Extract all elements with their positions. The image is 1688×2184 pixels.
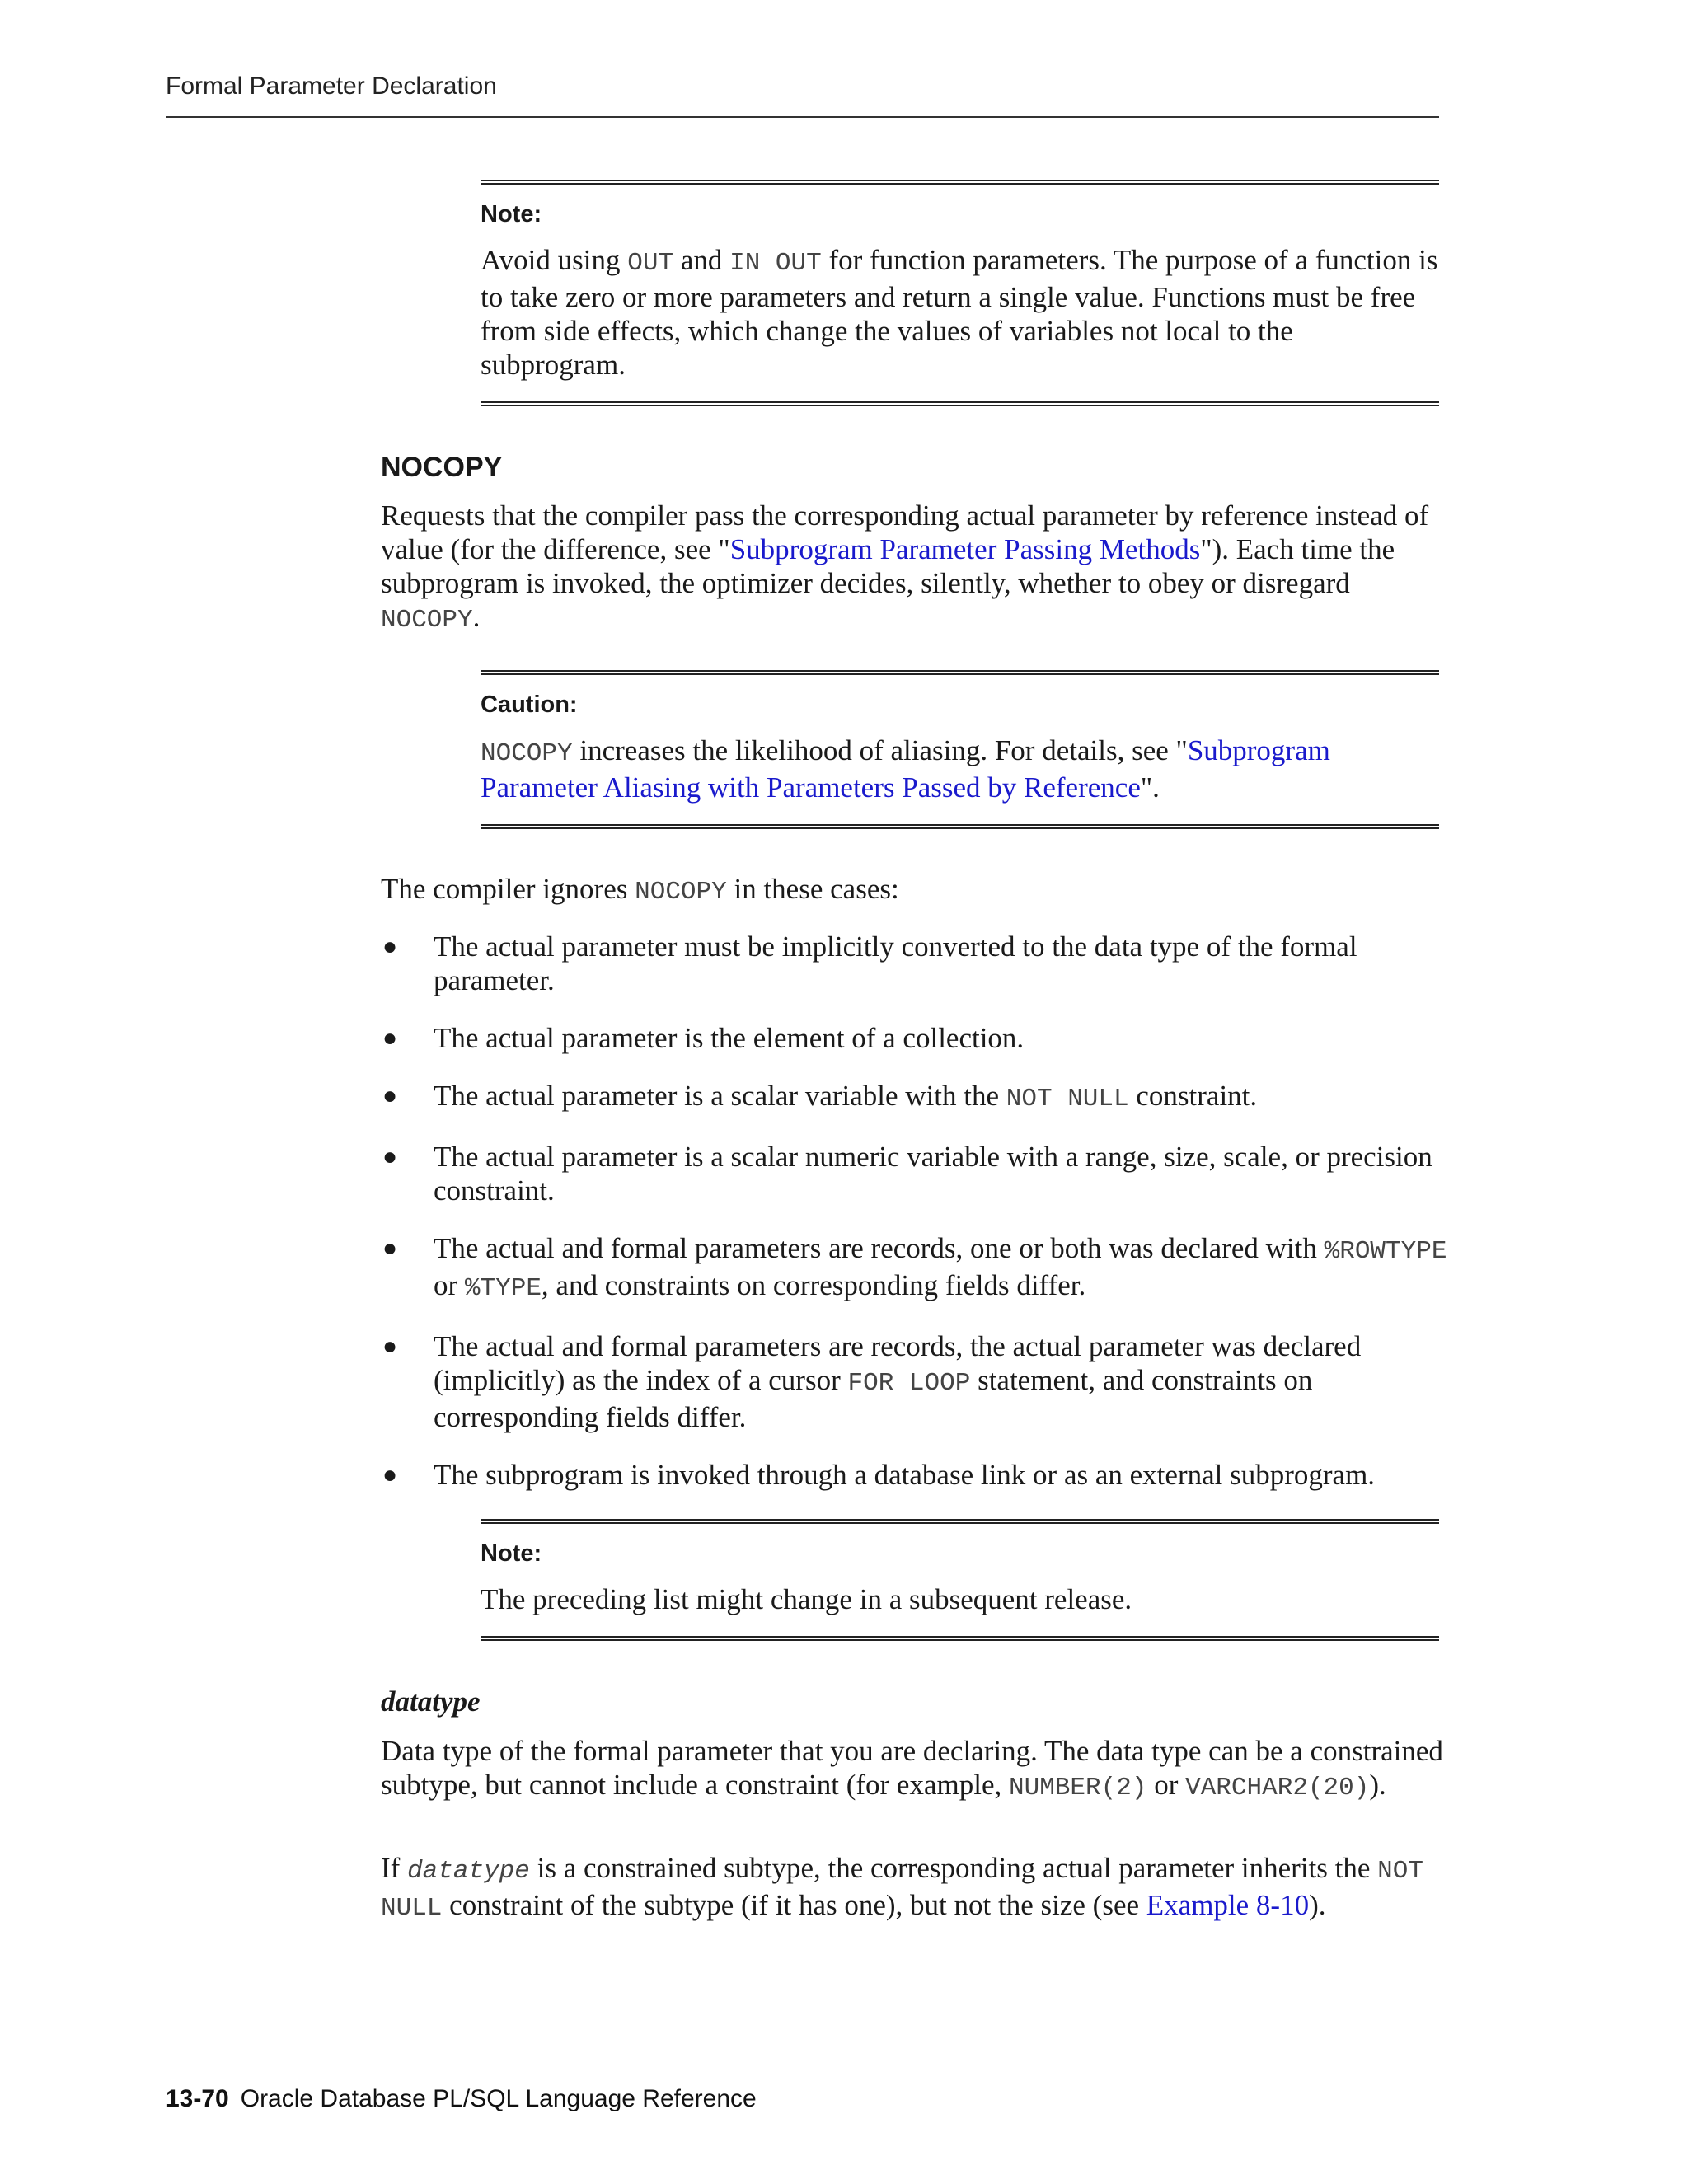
datatype-description (381, 1734, 1444, 1805)
text-run: for function parameters. The purpose of a function is to take zero or more parameters and return a single value. Functions must be free from side effects, which change the values of variables not local to the subprogram. (481, 244, 1438, 381)
caution-box (481, 670, 1439, 829)
text-run: increases the likelihood of aliasing. For details, see " (572, 734, 1188, 766)
text-run: is a constrained subtype, the corresponding actual parameter inherits the (529, 1852, 1378, 1884)
code-varchar2: VARCHAR2(20) (1185, 1774, 1370, 1802)
text-run: in these cases: (726, 873, 899, 905)
bullet-icon: ● (382, 1235, 398, 1262)
text-run: If (381, 1852, 408, 1884)
link-parameter-passing-methods[interactable]: Subprogram Parameter Passing Methods (729, 533, 1201, 565)
text-run: The actual parameter is a scalar numeric variable with a range, size, scale, or precision constraint. (434, 1141, 1432, 1207)
page-footer (166, 2085, 757, 2113)
text-run: Data type of the formal parameter that you are declaring. The data type can be a constrained subtype, but cannot include a constraint (for example, (381, 1735, 1443, 1801)
text-run: "). Each time the subprogram is invoked, the optimizer decides, silently, whether to obey or disregard (381, 533, 1395, 599)
text-run: The subprogram is invoked through a database link or as an external subprogram. (434, 1459, 1376, 1491)
code-rowtype: %ROWTYPE (1324, 1237, 1447, 1266)
caution-label: Caution: (481, 691, 578, 718)
bullet-icon: ● (382, 1461, 398, 1488)
code-number: NUMBER(2) (1009, 1774, 1147, 1802)
code-type: %TYPE (464, 1274, 542, 1303)
nocopy-description (381, 499, 1444, 637)
text-run: The actual parameter is the element of a collection. (434, 1022, 1025, 1054)
text-run: Requests that the compiler pass the corresponding actual parameter by reference instead of value (for the difference, see " (381, 499, 1429, 565)
code-datatype: datatype (407, 1857, 530, 1886)
text-run: constraint. (1128, 1080, 1258, 1112)
code-not-null: NOT NULL (1006, 1085, 1129, 1113)
list-item (381, 1458, 1452, 1492)
code-nocopy: NOCOPY (635, 878, 727, 907)
text-run: ). (1369, 1769, 1386, 1801)
note-box (481, 1519, 1439, 1641)
caution-text (481, 733, 1439, 804)
text-run: The actual and formal parameters are records, one or both was declared with (434, 1232, 1325, 1264)
note-box (481, 180, 1439, 406)
list-item (381, 1140, 1452, 1207)
text-run: and (673, 244, 730, 276)
text-run: or (434, 1269, 465, 1301)
code-in-out: IN OUT (729, 249, 822, 278)
bullet-icon: ● (382, 1024, 398, 1052)
list-item (381, 1021, 1452, 1055)
text-run: The actual and formal parameters are records, the actual parameter was declared (implicitly) as the index of a cursor (434, 1330, 1362, 1396)
code-out: OUT (627, 249, 674, 278)
book-title: Oracle Database PL/SQL Language Reference (240, 2085, 757, 2112)
running-head: Formal Parameter Declaration (166, 73, 497, 100)
text-run: The actual parameter must be implicitly converted to the data type of the formal parameter. (434, 930, 1357, 996)
link-parameter-aliasing[interactable]: Subprogram Parameter Aliasing with Parameters Passed by Reference (481, 734, 1330, 804)
code-nocopy: NOCOPY (481, 739, 573, 768)
code-for-loop: FOR LOOP (847, 1369, 971, 1398)
note-text (481, 243, 1439, 382)
datatype-inheritance (381, 1851, 1444, 1925)
list-item (381, 930, 1452, 997)
header-rule (166, 116, 1439, 118)
note-text: The preceding list might change in a subsequent release. (481, 1583, 1132, 1615)
list-item (381, 1079, 1452, 1116)
note-label: Note: (481, 1540, 542, 1567)
note-label: Note: (481, 201, 542, 227)
bullet-icon: ● (382, 933, 398, 960)
bullet-icon: ● (382, 1082, 398, 1109)
link-example-8-10[interactable]: Example 8-10 (1146, 1889, 1310, 1921)
ignore-cases-list (381, 930, 1452, 1516)
text-run: ). (1309, 1889, 1326, 1921)
text-run: The compiler ignores (381, 873, 635, 905)
bullet-icon: ● (382, 1143, 398, 1170)
text-run: Avoid using (481, 244, 628, 276)
code-nocopy: NOCOPY (381, 606, 473, 635)
text-run: The actual parameter is a scalar variable with the (434, 1080, 1006, 1112)
list-item (381, 1231, 1452, 1305)
bullet-icon: ● (382, 1333, 398, 1360)
text-run: or (1146, 1769, 1186, 1801)
text-run: ". (1140, 771, 1160, 804)
text-run: constraint of the subtype (if it has one), but not the size (see (442, 1889, 1146, 1921)
page-number: 13-70 (166, 2085, 229, 2112)
text-run: statement, and constraints on corresponding fields differ. (434, 1364, 1313, 1433)
text-run: . (472, 601, 481, 633)
nocopy-heading: NOCOPY (381, 452, 503, 483)
code-not-null: NOT NULL (381, 1857, 1423, 1923)
datatype-heading: datatype (381, 1685, 481, 1718)
list-item (381, 1329, 1452, 1434)
ignores-intro (381, 872, 1444, 909)
text-run: , and constraints on corresponding fields differ. (541, 1269, 1086, 1301)
